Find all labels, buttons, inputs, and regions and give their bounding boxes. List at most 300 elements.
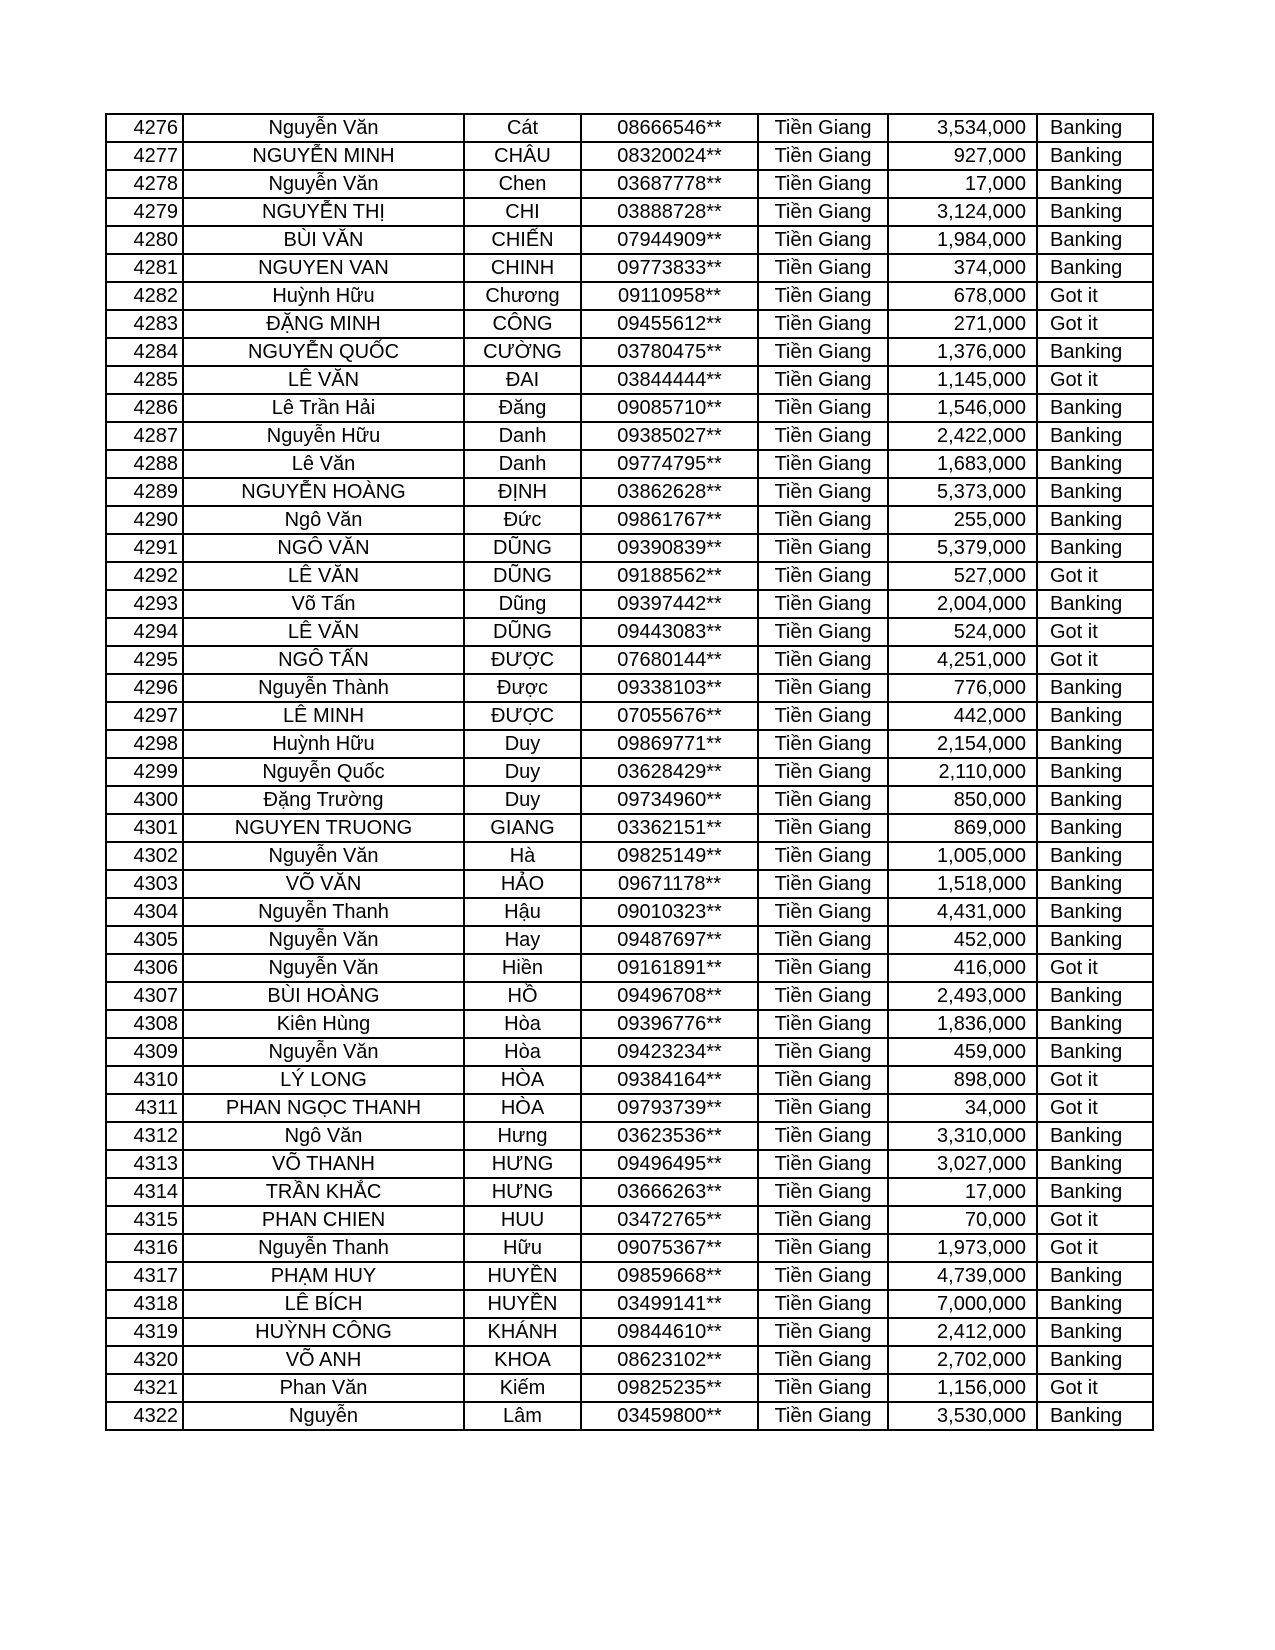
cell-amount: 3,310,000 — [888, 1122, 1037, 1150]
cell-surname: NGUYEN TRUONG — [183, 814, 464, 842]
table-row — [106, 674, 1153, 702]
cell-index: 4290 — [106, 506, 183, 534]
table-row — [106, 954, 1153, 982]
cell-given-name: DŨNG — [464, 562, 581, 590]
cell-index: 4301 — [106, 814, 183, 842]
cell-given-name: Duy — [464, 786, 581, 814]
cell-given-name: CHIẾN — [464, 226, 581, 254]
table-row — [106, 1038, 1153, 1066]
table-row — [106, 534, 1153, 562]
cell-phone: 03459800** — [581, 1402, 758, 1430]
cell-given-name: Hữu — [464, 1234, 581, 1262]
cell-amount: 459,000 — [888, 1038, 1037, 1066]
cell-surname: Nguyễn Thành — [183, 674, 464, 702]
cell-phone: 09487697** — [581, 926, 758, 954]
cell-phone: 09161891** — [581, 954, 758, 982]
cell-index: 4321 — [106, 1374, 183, 1402]
cell-index: 4309 — [106, 1038, 183, 1066]
cell-amount: 1,376,000 — [888, 338, 1037, 366]
cell-amount: 452,000 — [888, 926, 1037, 954]
cell-given-name: ĐƯỢC — [464, 646, 581, 674]
cell-phone: 09443083** — [581, 618, 758, 646]
cell-province: Tiền Giang — [758, 142, 888, 170]
cell-phone: 09085710** — [581, 394, 758, 422]
cell-phone: 09793739** — [581, 1094, 758, 1122]
table-row — [106, 1122, 1153, 1150]
cell-method: Banking — [1037, 730, 1153, 758]
cell-method: Banking — [1037, 198, 1153, 226]
cell-given-name: Danh — [464, 422, 581, 450]
cell-method: Got it — [1037, 562, 1153, 590]
cell-given-name: KHÁNH — [464, 1318, 581, 1346]
table-row — [106, 1234, 1153, 1262]
cell-amount: 3,027,000 — [888, 1150, 1037, 1178]
cell-method: Banking — [1037, 1010, 1153, 1038]
cell-index: 4307 — [106, 982, 183, 1010]
cell-method: Got it — [1037, 618, 1153, 646]
cell-province: Tiền Giang — [758, 198, 888, 226]
cell-index: 4313 — [106, 1150, 183, 1178]
cell-index: 4299 — [106, 758, 183, 786]
cell-index: 4295 — [106, 646, 183, 674]
cell-given-name: Hay — [464, 926, 581, 954]
cell-amount: 1,005,000 — [888, 842, 1037, 870]
cell-amount: 1,836,000 — [888, 1010, 1037, 1038]
cell-surname: LÊ VĂN — [183, 618, 464, 646]
cell-amount: 1,546,000 — [888, 394, 1037, 422]
cell-phone: 09825235** — [581, 1374, 758, 1402]
cell-method: Banking — [1037, 786, 1153, 814]
cell-amount: 271,000 — [888, 310, 1037, 338]
cell-surname: NGÔ VĂN — [183, 534, 464, 562]
cell-given-name: HÒA — [464, 1094, 581, 1122]
cell-method: Banking — [1037, 394, 1153, 422]
cell-surname: VÕ VĂN — [183, 870, 464, 898]
cell-province: Tiền Giang — [758, 1122, 888, 1150]
cell-given-name: DŨNG — [464, 618, 581, 646]
cell-province: Tiền Giang — [758, 758, 888, 786]
cell-surname: HUỲNH CÔNG — [183, 1318, 464, 1346]
cell-index: 4287 — [106, 422, 183, 450]
cell-method: Banking — [1037, 478, 1153, 506]
cell-surname: Huỳnh Hữu — [183, 282, 464, 310]
cell-amount: 4,431,000 — [888, 898, 1037, 926]
cell-method: Banking — [1037, 534, 1153, 562]
cell-province: Tiền Giang — [758, 1066, 888, 1094]
cell-amount: 1,518,000 — [888, 870, 1037, 898]
cell-surname: PHAN CHIEN — [183, 1206, 464, 1234]
cell-given-name: ĐỊNH — [464, 478, 581, 506]
cell-province: Tiền Giang — [758, 1402, 888, 1430]
cell-province: Tiền Giang — [758, 1094, 888, 1122]
cell-index: 4311 — [106, 1094, 183, 1122]
cell-amount: 17,000 — [888, 1178, 1037, 1206]
cell-province: Tiền Giang — [758, 114, 888, 142]
cell-phone: 09773833** — [581, 254, 758, 282]
cell-phone: 03780475** — [581, 338, 758, 366]
table-row — [106, 562, 1153, 590]
cell-given-name: HƯNG — [464, 1178, 581, 1206]
cell-phone: 09496495** — [581, 1150, 758, 1178]
cell-province: Tiền Giang — [758, 982, 888, 1010]
table-row — [106, 1374, 1153, 1402]
cell-index: 4317 — [106, 1262, 183, 1290]
cell-surname: PHAN NGỌC THANH — [183, 1094, 464, 1122]
table-row — [106, 142, 1153, 170]
cell-province: Tiền Giang — [758, 1346, 888, 1374]
cell-surname: BÙI HOÀNG — [183, 982, 464, 1010]
cell-surname: BÙI VĂN — [183, 226, 464, 254]
cell-amount: 776,000 — [888, 674, 1037, 702]
cell-amount: 1,156,000 — [888, 1374, 1037, 1402]
cell-amount: 2,412,000 — [888, 1318, 1037, 1346]
cell-surname: Ngô Văn — [183, 1122, 464, 1150]
cell-phone: 03687778** — [581, 170, 758, 198]
cell-index: 4276 — [106, 114, 183, 142]
table-row — [106, 506, 1153, 534]
cell-method: Got it — [1037, 1094, 1153, 1122]
cell-method: Got it — [1037, 646, 1153, 674]
cell-phone: 09869771** — [581, 730, 758, 758]
cell-given-name: HUU — [464, 1206, 581, 1234]
cell-index: 4289 — [106, 478, 183, 506]
cell-method: Got it — [1037, 1374, 1153, 1402]
cell-phone: 09385027** — [581, 422, 758, 450]
cell-amount: 1,683,000 — [888, 450, 1037, 478]
cell-method: Banking — [1037, 1150, 1153, 1178]
cell-index: 4286 — [106, 394, 183, 422]
cell-amount: 4,739,000 — [888, 1262, 1037, 1290]
cell-given-name: Đăng — [464, 394, 581, 422]
cell-phone: 03628429** — [581, 758, 758, 786]
cell-given-name: Hiền — [464, 954, 581, 982]
table-row — [106, 338, 1153, 366]
cell-method: Banking — [1037, 506, 1153, 534]
cell-index: 4298 — [106, 730, 183, 758]
cell-method: Banking — [1037, 982, 1153, 1010]
cell-given-name: Hưng — [464, 1122, 581, 1150]
table-row — [106, 758, 1153, 786]
cell-surname: VÕ THANH — [183, 1150, 464, 1178]
cell-index: 4318 — [106, 1290, 183, 1318]
cell-amount: 70,000 — [888, 1206, 1037, 1234]
cell-province: Tiền Giang — [758, 618, 888, 646]
cell-province: Tiền Giang — [758, 1010, 888, 1038]
cell-method: Banking — [1037, 926, 1153, 954]
cell-surname: Đặng Trường — [183, 786, 464, 814]
cell-province: Tiền Giang — [758, 450, 888, 478]
cell-surname: Võ Tấn — [183, 590, 464, 618]
cell-surname: Lê Trần Hải — [183, 394, 464, 422]
cell-index: 4310 — [106, 1066, 183, 1094]
cell-phone: 09844610** — [581, 1318, 758, 1346]
cell-phone: 08666546** — [581, 114, 758, 142]
cell-amount: 2,004,000 — [888, 590, 1037, 618]
cell-method: Banking — [1037, 114, 1153, 142]
table-row — [106, 394, 1153, 422]
cell-index: 4294 — [106, 618, 183, 646]
cell-given-name: DŨNG — [464, 534, 581, 562]
cell-index: 4322 — [106, 1402, 183, 1430]
table-row — [106, 1402, 1153, 1430]
table-row — [106, 1150, 1153, 1178]
cell-amount: 416,000 — [888, 954, 1037, 982]
cell-province: Tiền Giang — [758, 170, 888, 198]
cell-index: 4302 — [106, 842, 183, 870]
cell-phone: 09338103** — [581, 674, 758, 702]
cell-method: Banking — [1037, 702, 1153, 730]
cell-given-name: HUYỀN — [464, 1262, 581, 1290]
cell-index: 4280 — [106, 226, 183, 254]
cell-method: Banking — [1037, 170, 1153, 198]
cell-index: 4319 — [106, 1318, 183, 1346]
cell-surname: Nguyễn Văn — [183, 114, 464, 142]
cell-index: 4300 — [106, 786, 183, 814]
table-row — [106, 450, 1153, 478]
cell-phone: 09734960** — [581, 786, 758, 814]
cell-surname: LÊ BÍCH — [183, 1290, 464, 1318]
payment-table — [105, 113, 1154, 1431]
cell-given-name: Hòa — [464, 1010, 581, 1038]
cell-given-name: KHOA — [464, 1346, 581, 1374]
table-row — [106, 702, 1153, 730]
cell-index: 4304 — [106, 898, 183, 926]
cell-given-name: Duy — [464, 730, 581, 758]
cell-amount: 527,000 — [888, 562, 1037, 590]
cell-surname: ĐẶNG MINH — [183, 310, 464, 338]
cell-method: Banking — [1037, 1038, 1153, 1066]
cell-method: Banking — [1037, 226, 1153, 254]
cell-province: Tiền Giang — [758, 226, 888, 254]
cell-phone: 09396776** — [581, 1010, 758, 1038]
cell-phone: 07680144** — [581, 646, 758, 674]
cell-surname: Nguyễn Văn — [183, 1038, 464, 1066]
cell-province: Tiền Giang — [758, 730, 888, 758]
cell-method: Banking — [1037, 814, 1153, 842]
cell-index: 4312 — [106, 1122, 183, 1150]
table-row — [106, 226, 1153, 254]
cell-index: 4296 — [106, 674, 183, 702]
cell-province: Tiền Giang — [758, 506, 888, 534]
cell-province: Tiền Giang — [758, 254, 888, 282]
cell-surname: Nguyễn Thanh — [183, 898, 464, 926]
cell-surname: PHẠM HUY — [183, 1262, 464, 1290]
cell-province: Tiền Giang — [758, 1038, 888, 1066]
cell-surname: LÊ VĂN — [183, 366, 464, 394]
cell-amount: 255,000 — [888, 506, 1037, 534]
cell-method: Banking — [1037, 422, 1153, 450]
cell-method: Banking — [1037, 1290, 1153, 1318]
cell-given-name: Lâm — [464, 1402, 581, 1430]
cell-surname: TRẦN KHẮC — [183, 1178, 464, 1206]
cell-given-name: HUYỀN — [464, 1290, 581, 1318]
table-row — [106, 1346, 1153, 1374]
cell-phone: 03623536** — [581, 1122, 758, 1150]
cell-surname: LÊ VĂN — [183, 562, 464, 590]
cell-method: Banking — [1037, 758, 1153, 786]
cell-method: Banking — [1037, 254, 1153, 282]
cell-phone: 03888728** — [581, 198, 758, 226]
cell-index: 4278 — [106, 170, 183, 198]
cell-amount: 374,000 — [888, 254, 1037, 282]
cell-amount: 3,124,000 — [888, 198, 1037, 226]
cell-province: Tiền Giang — [758, 702, 888, 730]
cell-phone: 03844444** — [581, 366, 758, 394]
cell-province: Tiền Giang — [758, 422, 888, 450]
cell-amount: 5,379,000 — [888, 534, 1037, 562]
cell-province: Tiền Giang — [758, 1150, 888, 1178]
cell-phone: 03499141** — [581, 1290, 758, 1318]
table-row — [106, 786, 1153, 814]
cell-phone: 09455612** — [581, 310, 758, 338]
cell-province: Tiền Giang — [758, 338, 888, 366]
cell-province: Tiền Giang — [758, 534, 888, 562]
cell-method: Got it — [1037, 954, 1153, 982]
cell-given-name: Hòa — [464, 1038, 581, 1066]
cell-index: 4305 — [106, 926, 183, 954]
cell-province: Tiền Giang — [758, 870, 888, 898]
cell-index: 4285 — [106, 366, 183, 394]
cell-index: 4292 — [106, 562, 183, 590]
cell-amount: 2,110,000 — [888, 758, 1037, 786]
cell-index: 4320 — [106, 1346, 183, 1374]
table-row — [106, 1290, 1153, 1318]
cell-given-name: Chen — [464, 170, 581, 198]
cell-given-name: Cát — [464, 114, 581, 142]
cell-phone: 09825149** — [581, 842, 758, 870]
cell-index: 4316 — [106, 1234, 183, 1262]
cell-index: 4281 — [106, 254, 183, 282]
cell-amount: 7,000,000 — [888, 1290, 1037, 1318]
cell-province: Tiền Giang — [758, 646, 888, 674]
cell-method: Banking — [1037, 1402, 1153, 1430]
cell-given-name: GIANG — [464, 814, 581, 842]
cell-surname: Kiên Hùng — [183, 1010, 464, 1038]
cell-given-name: Kiếm — [464, 1374, 581, 1402]
table-row — [106, 842, 1153, 870]
cell-index: 4303 — [106, 870, 183, 898]
cell-amount: 17,000 — [888, 170, 1037, 198]
cell-province: Tiền Giang — [758, 562, 888, 590]
table-row — [106, 1178, 1153, 1206]
cell-amount: 3,534,000 — [888, 114, 1037, 142]
table-body — [106, 114, 1153, 1430]
cell-given-name: HƯNG — [464, 1150, 581, 1178]
cell-phone: 03472765** — [581, 1206, 758, 1234]
cell-amount: 442,000 — [888, 702, 1037, 730]
cell-amount: 1,984,000 — [888, 226, 1037, 254]
cell-province: Tiền Giang — [758, 898, 888, 926]
cell-province: Tiền Giang — [758, 1178, 888, 1206]
cell-phone: 03666263** — [581, 1178, 758, 1206]
cell-given-name: HỒ — [464, 982, 581, 1010]
cell-index: 4283 — [106, 310, 183, 338]
table-row — [106, 1094, 1153, 1122]
cell-surname: Nguyễn Văn — [183, 842, 464, 870]
table-row — [106, 730, 1153, 758]
cell-province: Tiền Giang — [758, 786, 888, 814]
cell-surname: VÕ ANH — [183, 1346, 464, 1374]
cell-method: Got it — [1037, 366, 1153, 394]
cell-method: Banking — [1037, 674, 1153, 702]
cell-surname: LÝ LONG — [183, 1066, 464, 1094]
cell-phone: 09423234** — [581, 1038, 758, 1066]
cell-phone: 09384164** — [581, 1066, 758, 1094]
cell-amount: 34,000 — [888, 1094, 1037, 1122]
cell-surname: Phan Văn — [183, 1374, 464, 1402]
cell-phone: 03862628** — [581, 478, 758, 506]
cell-amount: 5,373,000 — [888, 478, 1037, 506]
cell-index: 4277 — [106, 142, 183, 170]
cell-method: Got it — [1037, 1066, 1153, 1094]
cell-surname: Nguyễn Văn — [183, 170, 464, 198]
cell-province: Tiền Giang — [758, 310, 888, 338]
cell-surname: Nguyễn Hữu — [183, 422, 464, 450]
cell-province: Tiền Giang — [758, 282, 888, 310]
cell-method: Banking — [1037, 842, 1153, 870]
cell-method: Banking — [1037, 898, 1153, 926]
cell-amount: 927,000 — [888, 142, 1037, 170]
cell-surname: NGUYỄN QUỐC — [183, 338, 464, 366]
cell-province: Tiền Giang — [758, 842, 888, 870]
cell-surname: NGUYEN VAN — [183, 254, 464, 282]
cell-province: Tiền Giang — [758, 1234, 888, 1262]
cell-surname: Lê Văn — [183, 450, 464, 478]
cell-given-name: CƯỜNG — [464, 338, 581, 366]
cell-province: Tiền Giang — [758, 1290, 888, 1318]
cell-phone: 07944909** — [581, 226, 758, 254]
cell-given-name: Được — [464, 674, 581, 702]
cell-surname: NGÔ TẤN — [183, 646, 464, 674]
cell-given-name: Duy — [464, 758, 581, 786]
cell-phone: 09390839** — [581, 534, 758, 562]
cell-method: Banking — [1037, 1346, 1153, 1374]
cell-province: Tiền Giang — [758, 954, 888, 982]
cell-phone: 09010323** — [581, 898, 758, 926]
cell-phone: 09774795** — [581, 450, 758, 478]
cell-surname: LÊ MINH — [183, 702, 464, 730]
table-row — [106, 982, 1153, 1010]
cell-phone: 08623102** — [581, 1346, 758, 1374]
cell-index: 4291 — [106, 534, 183, 562]
cell-surname: Nguyễn Quốc — [183, 758, 464, 786]
cell-method: Banking — [1037, 142, 1153, 170]
cell-method: Banking — [1037, 1178, 1153, 1206]
cell-index: 4306 — [106, 954, 183, 982]
cell-amount: 869,000 — [888, 814, 1037, 842]
table-row — [106, 1262, 1153, 1290]
cell-method: Banking — [1037, 338, 1153, 366]
cell-method: Banking — [1037, 590, 1153, 618]
table-row — [106, 422, 1153, 450]
cell-amount: 2,154,000 — [888, 730, 1037, 758]
cell-given-name: CÔNG — [464, 310, 581, 338]
cell-given-name: HẢO — [464, 870, 581, 898]
cell-given-name: HÒA — [464, 1066, 581, 1094]
cell-surname: Nguyễn — [183, 1402, 464, 1430]
table-row — [106, 1066, 1153, 1094]
cell-province: Tiền Giang — [758, 1374, 888, 1402]
cell-given-name: Hà — [464, 842, 581, 870]
cell-province: Tiền Giang — [758, 1262, 888, 1290]
cell-province: Tiền Giang — [758, 1318, 888, 1346]
table-row — [106, 814, 1153, 842]
cell-surname: Nguyễn Văn — [183, 954, 464, 982]
table-row — [106, 926, 1153, 954]
cell-index: 4297 — [106, 702, 183, 730]
cell-phone: 09188562** — [581, 562, 758, 590]
cell-province: Tiền Giang — [758, 366, 888, 394]
